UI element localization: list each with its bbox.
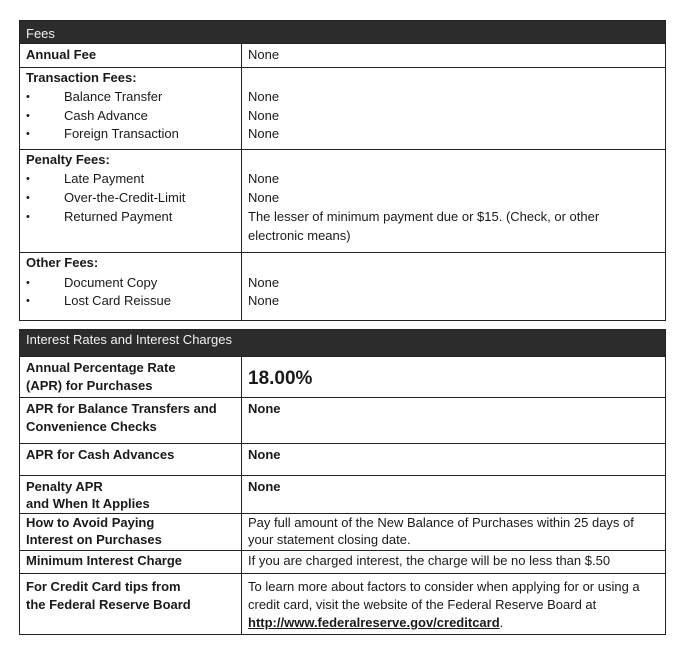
avoid-interest-value-line2: your statement closing date. [248, 532, 411, 547]
bullet-icon: • [26, 277, 30, 289]
bullet-icon: • [26, 91, 30, 103]
penalty-apr-label-line2: and When It Applies [26, 496, 150, 511]
fees-table [19, 20, 666, 321]
apr-purchases-value: 18.00% [248, 368, 313, 389]
penalty-apr-value: None [248, 479, 281, 494]
returned-payment-value-line2: electronic means) [248, 228, 351, 243]
penalty-fees-label: Penalty Fees: [26, 152, 110, 167]
minimum-charge-row [20, 550, 665, 573]
apr-cash-row [20, 443, 665, 475]
avoid-interest-value-line1: Pay full amount of the New Balance of Purchases within 25 days of [248, 515, 634, 530]
tips-label-line2: the Federal Reserve Board [26, 597, 191, 612]
bullet-icon: • [26, 295, 30, 307]
minimum-charge-value: If you are charged interest, the charge will be no less than $.50 [248, 553, 611, 568]
avoid-interest-label-line1: How to Avoid Paying [26, 515, 155, 530]
tips-value-line1: To learn more about factors to consider when applying for or using a [248, 579, 640, 594]
bullet-icon: • [26, 128, 30, 140]
avoid-interest-row [20, 513, 665, 550]
annual-fee-row [20, 43, 665, 67]
apr-cash-value: None [248, 447, 281, 462]
apr-balance-value: None [248, 401, 281, 416]
penalty-apr-label-line1: Penalty APR [26, 479, 103, 494]
avoid-interest-label-line2: Interest on Purchases [26, 532, 162, 547]
foreign-transaction-label: Foreign Transaction [64, 126, 179, 141]
lost-card-label: Lost Card Reissue [64, 293, 171, 308]
lost-card-value: None [248, 293, 280, 308]
federal-reserve-link[interactable]: http://www.federalreserve.gov/creditcard [248, 615, 500, 630]
tips-label-line1: For Credit Card tips from [26, 579, 181, 594]
tips-link-line [248, 615, 657, 630]
apr-purchases-label-line2: (APR) for Purchases [26, 378, 153, 393]
other-fees-label: Other Fees: [26, 255, 99, 270]
returned-payment-value-line1: The lesser of minimum payment due or $15. (Check, or other [248, 209, 600, 224]
cash-advance-label: Cash Advance [64, 108, 148, 123]
apr-cash-label: APR for Cash Advances [26, 447, 175, 462]
apr-balance-row [20, 397, 665, 443]
late-payment-label: Late Payment [64, 171, 145, 186]
over-limit-label: Over-the-Credit-Limit [64, 190, 186, 205]
document-copy-label: Document Copy [64, 275, 158, 290]
cash-advance-value: None [248, 108, 280, 123]
annual-fee-label: Annual Fee [26, 47, 97, 62]
bullet-icon: • [26, 173, 30, 185]
apr-balance-label-line2: Convenience Checks [26, 419, 157, 434]
balance-transfer-label: Balance Transfer [64, 89, 163, 104]
transaction-fees-row [20, 67, 665, 149]
bullet-icon: • [26, 211, 30, 223]
returned-payment-label: Returned Payment [64, 209, 173, 224]
credit-card-tips-row [20, 573, 665, 634]
minimum-charge-label: Minimum Interest Charge [26, 553, 183, 568]
late-payment-value: None [248, 171, 280, 186]
foreign-transaction-value: None [248, 126, 280, 141]
apr-purchases-label-line1: Annual Percentage Rate [26, 360, 176, 375]
over-limit-value: None [248, 190, 280, 205]
transaction-fees-label: Transaction Fees: [26, 70, 137, 85]
link-suffix: . [499, 615, 504, 630]
apr-balance-label-line1: APR for Balance Transfers and [26, 401, 217, 416]
annual-fee-value: None [248, 47, 280, 62]
tips-value-line2: credit card, visit the website of the Federal Reserve Board at [248, 597, 597, 612]
other-fees-row [20, 252, 665, 320]
bullet-icon: • [26, 110, 30, 122]
balance-transfer-value: None [248, 89, 280, 104]
bullet-icon: • [26, 192, 30, 204]
fees-header: Fees [20, 21, 665, 43]
interest-table [19, 329, 666, 635]
penalty-fees-row [20, 149, 665, 252]
interest-header: Interest Rates and Interest Charges [20, 330, 665, 356]
apr-purchases-row [20, 356, 665, 397]
penalty-apr-row [20, 475, 665, 513]
document-copy-value: None [248, 275, 280, 290]
